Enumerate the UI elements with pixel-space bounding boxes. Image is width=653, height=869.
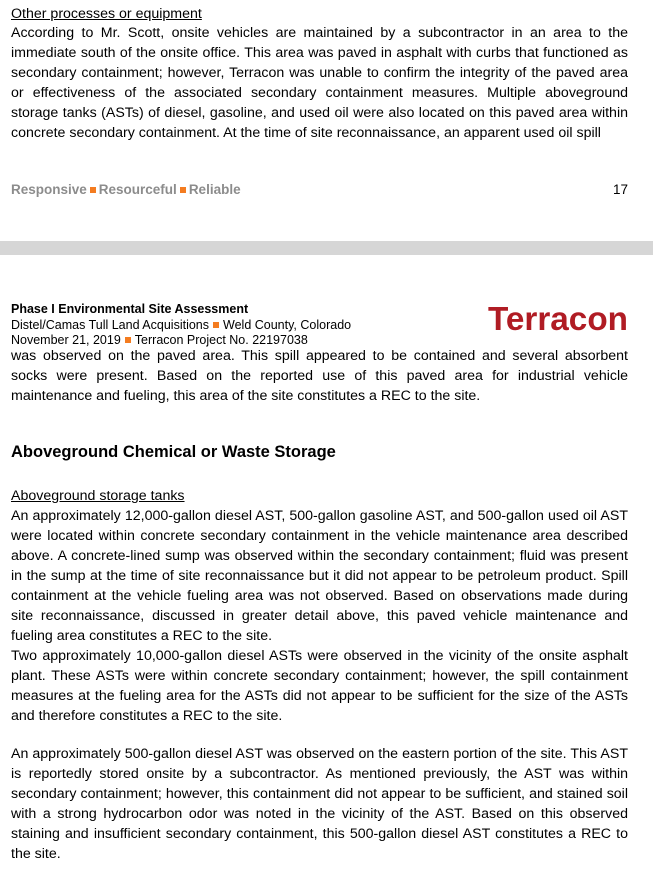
paragraph-500-gallon: An approximately 500-gallon diesel AST was observed on the eastern portion of the site. This AST is reportedly stored onsite by a subcontractor. As mentioned previously, the AST was within secondary containment; however, this containment did not appear to be sufficient, and stained soil with a strong hydrocarbon odor was noted in the vicinity of the AST. Based on this observed staining and insufficient secondary containment, this 500-gallon diesel AST constitutes a REC to the site. [11,746,628,862]
logo-wordmark: Terracon [488,300,628,335]
orange-square-icon [125,337,131,343]
orange-square-icon [90,187,96,193]
paragraph-spill-continuation: was observed on the paved area. This spill appeared to be contained and several absorbent socks were present. Based on the reported use of this paved area for industrial vehicle maintenance and fueling, this area of the site constitutes a REC to the site. [11,348,628,404]
document-page-18 [0,255,653,869]
footer-word-responsive: Responsive [11,182,87,197]
subheading-aboveground-tanks: Aboveground storage tanks [11,488,185,504]
project-number: Terracon Project No. 22197038 [134,333,308,347]
page-separator [0,241,653,255]
orange-square-icon [213,322,219,328]
project-name: Distel/Camas Tull Land Acquisitions [11,317,210,332]
paragraph-12000-gallon: An approximately 12,000-gallon diesel AST, 500-gallon gasoline AST, and 500-gallon used oil AST were located within concrete secondary containment in the vehicle maintenance area described above. A concrete-lined sump was observed within the secondary containment; fluid was present in the sump at the time of site reconnaissance but it did not appear to be petroleum product. Spill containment at the vehicle fueling area was not observed. Based on observations made during site reconnaissance, discussed in greater detail above, this paved vehicle maintenance and fueling area constitutes a REC to the site. [11,508,628,644]
subheading-other-processes: Other processes or equipment [11,6,202,22]
paragraph-10000-gallon: Two approximately 10,000-gallon diesel ASTs were observed in the vicinity of the onsite asphalt plant. These ASTs were within concrete secondary containment; however, the spill containment measures at the fueling area for the ASTs did not appear to be sufficient for the size of the ASTs and therefore constitutes a REC to the site. [11,648,628,724]
header-project-line [11,318,351,334]
section-heading: Aboveground Chemical or Waste Storage [11,443,336,461]
footer-word-reliable: Reliable [188,182,241,197]
terracon-logo [487,299,629,335]
orange-square-icon [180,187,186,193]
document-page-17 [0,0,653,241]
project-location: Weld County, Colorado [223,317,352,332]
report-title: Phase I Environmental Site Assessment [11,302,249,316]
page-number: 17 [612,182,628,197]
page-header [11,302,351,349]
footer-word-resourceful: Resourceful [98,182,177,197]
report-date: November 21, 2019 [11,333,121,347]
footer-tagline [11,182,241,197]
paragraph-vehicle-maintenance: According to Mr. Scott, onsite vehicles are maintained by a subcontractor in an area to the immediate south of the onsite office. This area was paved in asphalt with curbs that functioned as secondary containment; however, Terracon was unable to confirm the integrity of the paved area or effectiveness of the associated secondary containment measures. Multiple aboveground storage tanks (ASTs) of diesel, gasoline, and used oil were also located on this paved area within concrete secondary containment. At the time of site reconnaissance, an apparent used oil spill [11,25,628,141]
